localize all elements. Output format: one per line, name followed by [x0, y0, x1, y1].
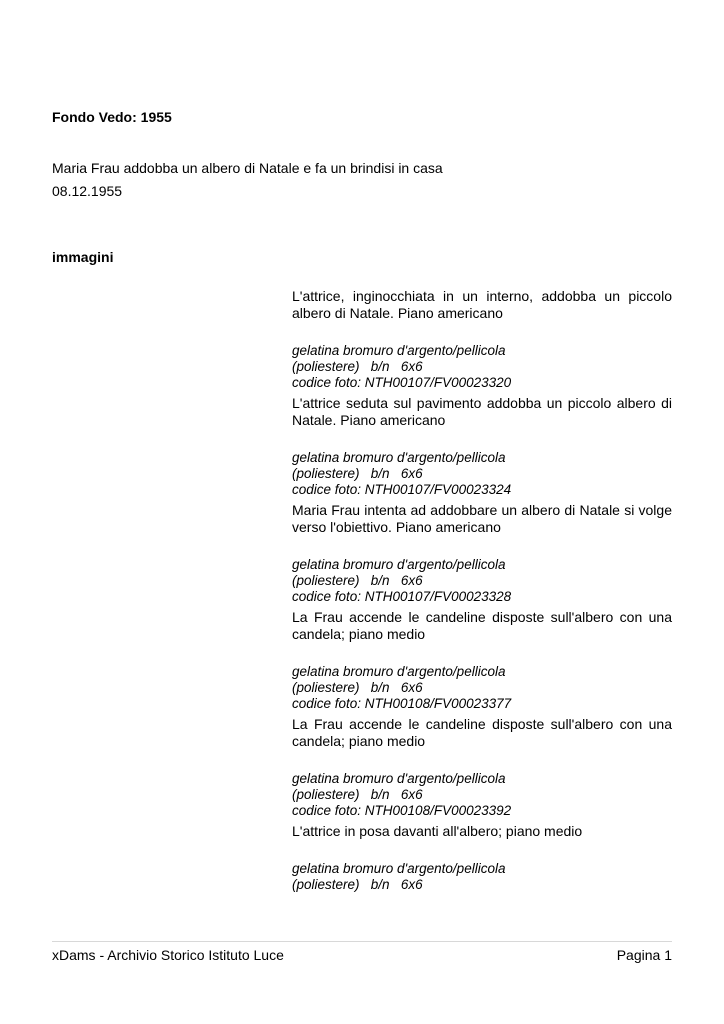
image-support: (poliestere): [292, 359, 360, 374]
footer-source: xDams - Archivio Storico Istituto Luce: [52, 947, 284, 963]
image-material: gelatina bromuro d'argento/pellicola: [292, 771, 506, 786]
footer-page-number: Pagina 1: [616, 947, 672, 963]
image-caption: Maria Frau intenta ad addobbare un albero di Natale si volge verso l'obiettivo. Piano americano: [292, 502, 672, 535]
image-code: codice foto: NTH00108/FV00023392: [292, 803, 512, 818]
image-code: codice foto: NTH00107/FV00023328: [292, 589, 512, 604]
image-caption: L'attrice, inginocchiata in un interno, addobba un piccolo albero di Natale. Piano americano: [292, 288, 672, 321]
image-support: (poliestere): [292, 877, 360, 892]
record-date: 08.12.1955: [52, 183, 123, 199]
image-support-line: [292, 787, 672, 803]
image-code: codice foto: NTH00107/FV00023320: [292, 375, 512, 390]
image-technical-info: [292, 861, 672, 893]
image-support: (poliestere): [292, 573, 360, 588]
image-format: 6x6: [400, 359, 423, 374]
image-technical-info: [292, 771, 672, 819]
image-technical-info: [292, 343, 672, 391]
image-caption: La Frau accende le candeline disposte sull'albero con una candela; piano medio: [292, 716, 672, 749]
image-material: gelatina bromuro d'argento/pellicola: [292, 343, 506, 358]
image-entries-list: [292, 288, 672, 897]
fondo-title: Fondo Vedo: 1955: [52, 109, 172, 125]
footer-divider: [52, 941, 672, 942]
image-entry: [292, 609, 672, 712]
image-color: b/n: [370, 466, 390, 481]
image-entry: [292, 502, 672, 605]
image-format: 6x6: [400, 466, 423, 481]
image-technical-info: [292, 450, 672, 498]
image-code: codice foto: NTH00107/FV00023324: [292, 482, 512, 497]
image-format: 6x6: [400, 573, 423, 588]
image-support-line: [292, 573, 672, 589]
image-technical-info: [292, 664, 672, 712]
image-support-line: [292, 359, 672, 375]
image-format: 6x6: [400, 877, 423, 892]
record-title: Maria Frau addobba un albero di Natale e fa un brindisi in casa: [52, 160, 443, 176]
image-entry: [292, 823, 672, 893]
image-material: gelatina bromuro d'argento/pellicola: [292, 664, 506, 679]
image-material: gelatina bromuro d'argento/pellicola: [292, 861, 506, 876]
image-entry: [292, 288, 672, 391]
image-support: (poliestere): [292, 787, 360, 802]
image-support-line: [292, 877, 672, 893]
image-material: gelatina bromuro d'argento/pellicola: [292, 557, 506, 572]
image-color: b/n: [370, 680, 390, 695]
image-technical-info: [292, 557, 672, 605]
image-entry: [292, 716, 672, 819]
image-color: b/n: [370, 359, 390, 374]
images-section-heading: immagini: [52, 249, 114, 265]
image-code: codice foto: NTH00108/FV00023377: [292, 696, 512, 711]
image-color: b/n: [370, 573, 390, 588]
image-caption: L'attrice in posa davanti all'albero; piano medio: [292, 823, 583, 839]
image-format: 6x6: [400, 680, 423, 695]
image-support: (poliestere): [292, 680, 360, 695]
image-caption: La Frau accende le candeline disposte sull'albero con una candela; piano medio: [292, 609, 672, 642]
image-support-line: [292, 466, 672, 482]
image-material: gelatina bromuro d'argento/pellicola: [292, 450, 506, 465]
image-color: b/n: [370, 787, 390, 802]
image-format: 6x6: [400, 787, 423, 802]
image-support-line: [292, 680, 672, 696]
image-entry: [292, 395, 672, 498]
image-color: b/n: [370, 877, 390, 892]
image-caption: L'attrice seduta sul pavimento addobba un piccolo albero di Natale. Piano americano: [292, 395, 672, 428]
image-support: (poliestere): [292, 466, 360, 481]
